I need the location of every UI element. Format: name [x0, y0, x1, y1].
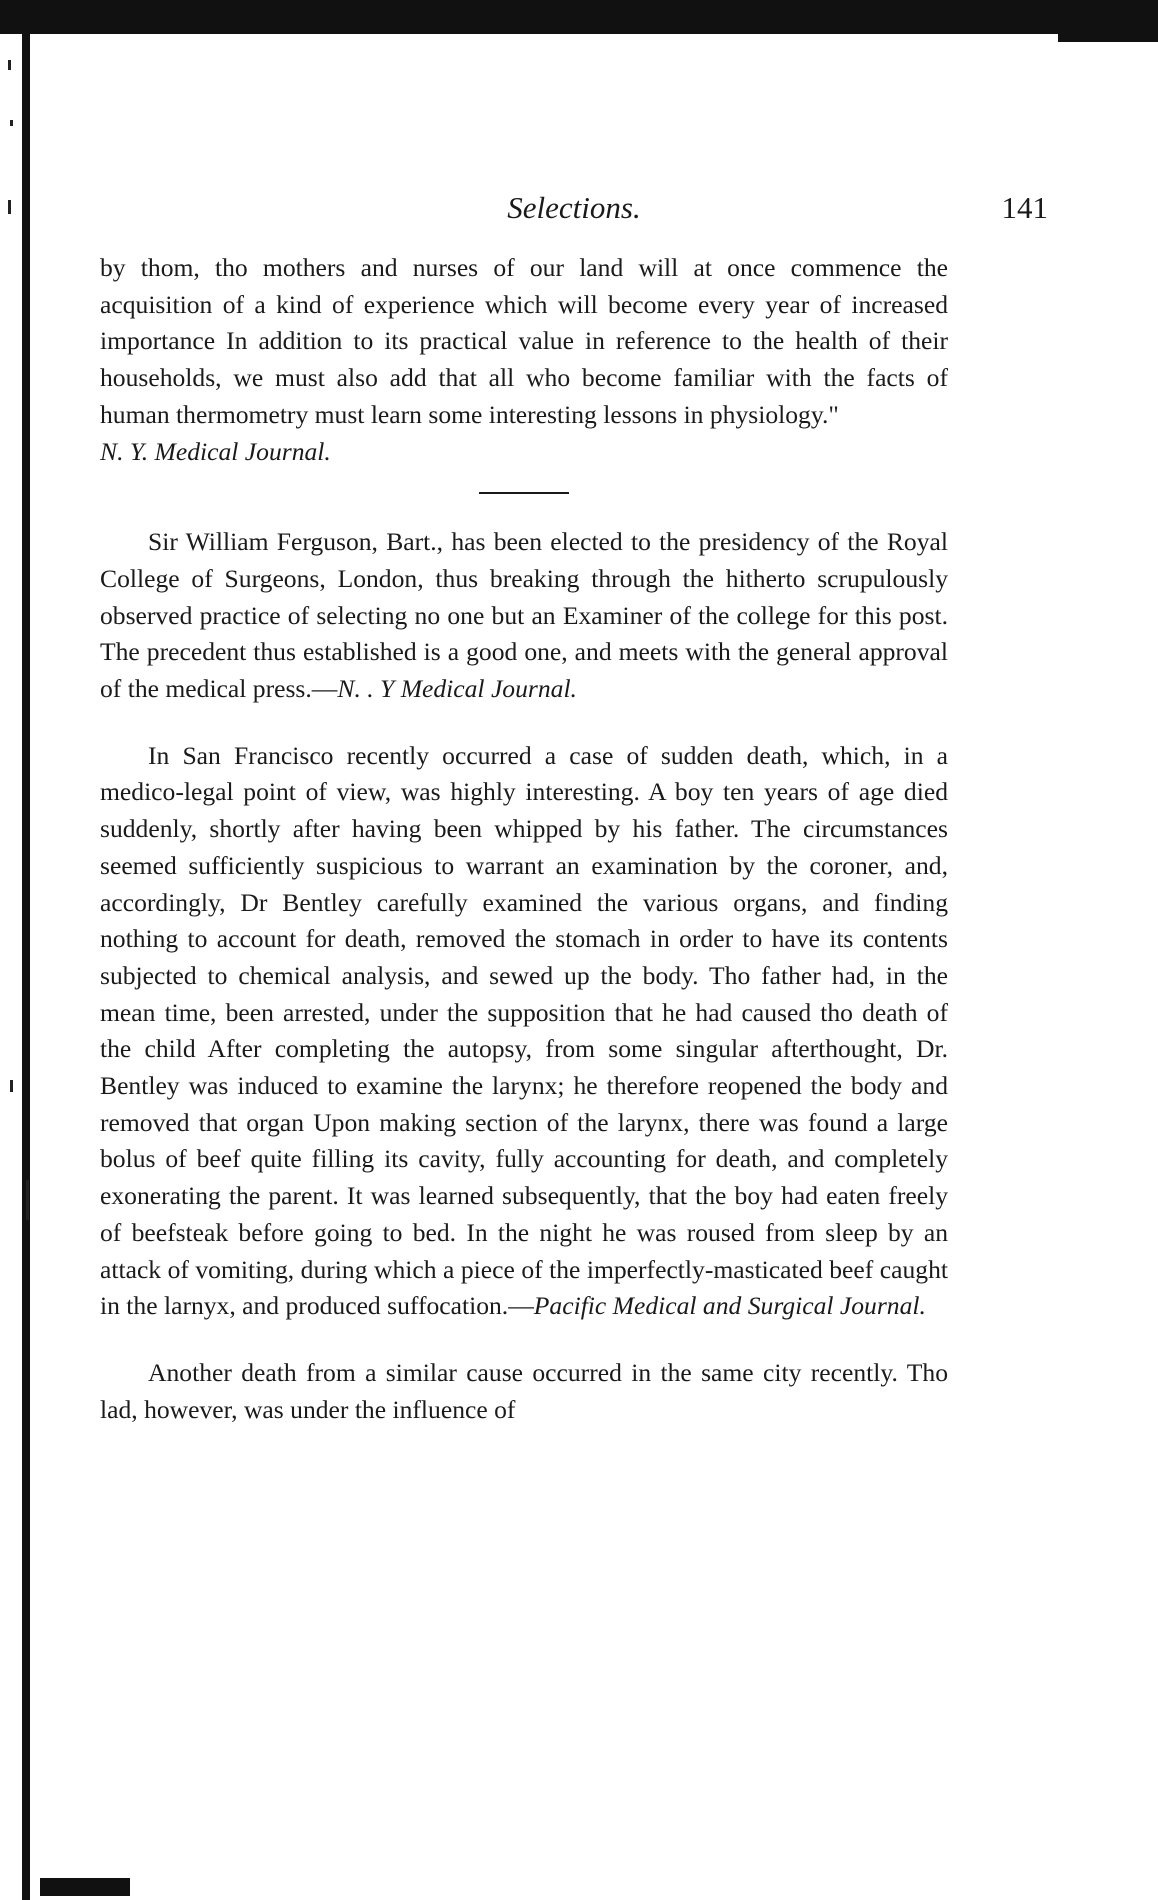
paragraph-gap — [100, 1325, 948, 1355]
paragraph-gap — [100, 708, 948, 738]
paragraph-text: In San Francisco recently occurred a case of sudden death, which, in a medico-legal point of view, was highly interesting. A boy ten years of age died suddenly, shortly after having been whipped by his father. The circumstances seemed sufficiently suspicious to warrant an examination by the coroner, and, accordingly, Dr Bentley carefully examined the various organs, and finding nothing to account for death, removed the stomach in order to have its contents subjected to chemical analysis, and sewed up the body. Tho father had, in the mean time, been arrested, under the supposition that he had caused tho death of the child After completing the autopsy, from some singular afterthought, Dr. Bentley was induced to examine the larynx; he therefore reopened the body and removed that organ Upon making section of the larynx, there was found a large bolus of beef quite filling its cavity, fully accounting for death, and completely exonerating the parent. It was learned subsequently, that the boy had eaten freely of beefsteak before going to bed. In the night he was roused from sleep by an attack of vomiting, during which a piece of the imperfectly-masticated beef caught in the larnyx, and produced suffocation.— — [100, 740, 948, 1321]
paragraph-text: Sir William Ferguson, Bart., has been elected to the presidency of the Royal College of Surgeons, London, thus breaking through the hitherto scrupulously observed practice of selecting no one but an Examiner of the college for this post. The precedent thus established is a good one, and meets with the general approval of the medical press.— — [100, 527, 948, 704]
paragraph-another-death — [100, 1355, 948, 1428]
section-divider — [479, 492, 569, 494]
paragraph-san-francisco — [100, 738, 948, 1325]
scan-speck — [8, 60, 11, 70]
scan-corner-mark — [40, 1878, 130, 1896]
page-content — [100, 250, 948, 1428]
page-number: 141 — [1001, 190, 1048, 225]
source-citation: N. . Y Medical Journal. — [337, 674, 577, 704]
paragraph-text: Another death from a similar cause occurred in the same city recently. Tho lad, however, was under the influence of — [100, 1357, 948, 1424]
scan-top-border-notch — [1058, 34, 1158, 42]
source-citation: Pacific Medical and Surgical Journal. — [533, 1291, 926, 1321]
scan-top-border — [0, 0, 1158, 34]
source-citation: N. Y. Medical Journal. — [100, 436, 331, 466]
running-head: Selections. — [507, 190, 641, 225]
scan-speck — [10, 1080, 13, 1092]
page-header — [100, 190, 1048, 234]
scan-speck — [10, 120, 13, 126]
paragraph-continued — [100, 250, 948, 470]
scan-left-border — [22, 30, 30, 1900]
scan-speck — [8, 200, 11, 214]
paragraph-text: by thom, tho mothers and nurses of our land will at once commence the acquisition of a kind of experience which will become every year of increased importance In addition to its practical value in reference to the health of their households, we must also add that all who become familiar with the facts of human thermometry must learn some interesting lessons in physiology." — [100, 253, 948, 429]
paragraph-ferguson — [100, 524, 948, 708]
scan-speck — [26, 1180, 29, 1220]
